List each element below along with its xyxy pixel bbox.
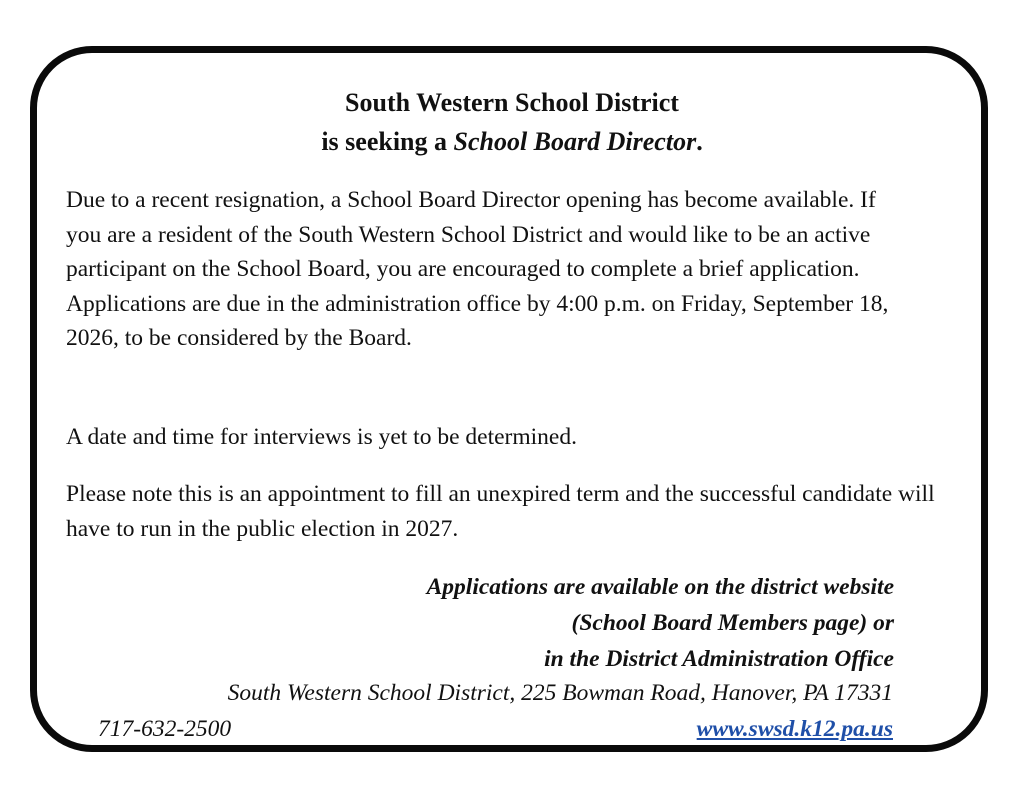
- position-heading-suffix: .: [696, 127, 703, 156]
- position-title: School Board Director: [453, 127, 697, 156]
- district-heading: South Western School District: [345, 88, 679, 117]
- availability-line-3: in the District Administration Office: [544, 646, 894, 672]
- district-website-link[interactable]: www.swsd.k12.pa.us: [696, 716, 893, 742]
- availability-line-1: Applications are available on the district website: [426, 574, 894, 600]
- availability-line-2: (School Board Members page) or: [571, 610, 894, 636]
- interview-paragraph: A date and time for interviews is yet to be determined.: [66, 424, 577, 450]
- vacancy-paragraph: Due to a recent resignation, a School Board Director opening has become available. If you are a resident of the South Western School District and would like to be an active participant on the School Board, you are encouraged to complete a brief application. Applications are due in the administration office by 4:00 p.m. on Friday, September 18, 2026, to be considered by the Board.: [66, 187, 889, 351]
- term-note-paragraph: Please note this is an appointment to fill an unexpired term and the successful candidate will have to run in the public election in 2027.: [66, 481, 935, 542]
- district-phone: 717-632-2500: [98, 716, 232, 742]
- position-heading: [0, 125, 1024, 159]
- district-address: South Western School District, 225 Bowman Road, Hanover, PA 17331: [227, 680, 893, 706]
- position-heading-prefix: is seeking a: [321, 127, 454, 156]
